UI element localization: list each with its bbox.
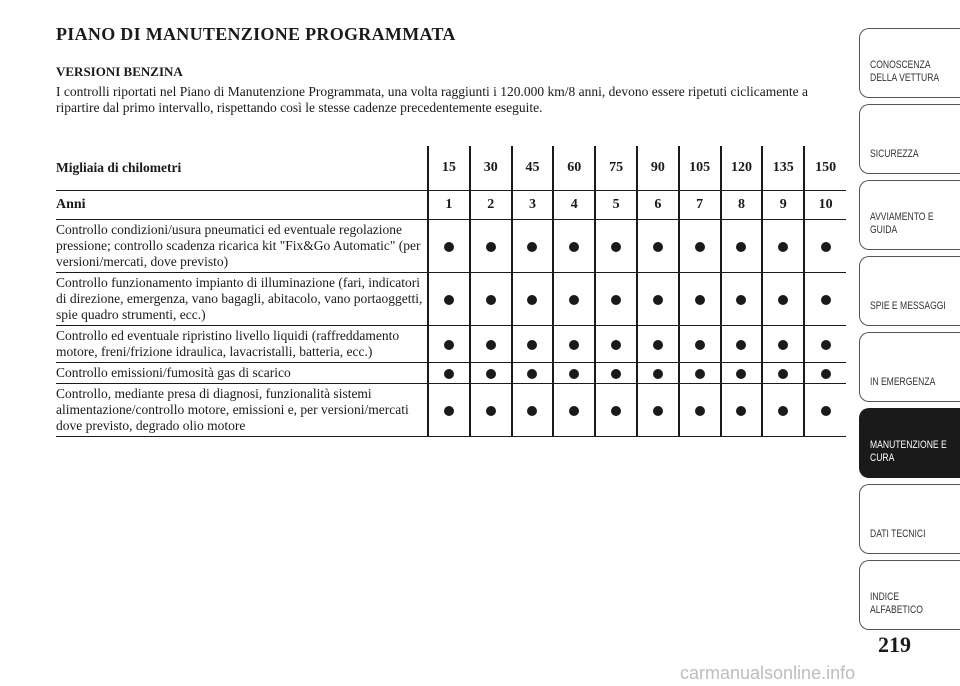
chapter-tab[interactable] <box>859 104 960 174</box>
km-label: Migliaia di chilometri <box>56 146 428 191</box>
check-description: Controllo ed eventuale ripristino livello liquidi (raffreddamento motore, freni/frizione idraulica, lavacristalli, batteria, ecc.) <box>56 326 428 363</box>
chapter-tab[interactable] <box>859 408 960 478</box>
bullet-icon <box>611 369 621 379</box>
interval-cell <box>637 363 679 384</box>
interval-cell <box>637 326 679 363</box>
chapter-tab[interactable] <box>859 560 960 630</box>
interval-cell <box>470 220 512 273</box>
bullet-icon <box>444 406 454 416</box>
interval-cell <box>804 326 846 363</box>
bullet-icon <box>821 242 831 252</box>
bullet-icon <box>821 295 831 305</box>
chapter-tab-label: INDICE ALFABETICO <box>870 591 923 616</box>
km-header-cell: 45 <box>512 146 554 191</box>
intro-paragraph: I controlli riportati nel Piano di Manutenzione Programmata, una volta raggiunti i 120.000 km/8 anni, devono essere ripetuti ciclicamente a ripartire dal primo intervallo, rispettando così le stesse cadenze precedentemente eseguite. <box>56 84 809 115</box>
interval-cell <box>679 220 721 273</box>
interval-cell <box>553 326 595 363</box>
bullet-icon <box>569 406 579 416</box>
years-row <box>56 191 846 220</box>
interval-cell <box>762 326 804 363</box>
interval-cell <box>428 220 470 273</box>
interval-cell <box>595 326 637 363</box>
interval-cell <box>637 220 679 273</box>
bullet-icon <box>486 406 496 416</box>
km-header-cell: 105 <box>679 146 721 191</box>
km-header-cell: 120 <box>721 146 763 191</box>
chapter-tab-label: AVVIAMENTO E GUIDA <box>870 211 934 236</box>
interval-cell <box>553 384 595 437</box>
km-header-row <box>56 146 846 191</box>
interval-cell <box>804 363 846 384</box>
interval-cell <box>721 384 763 437</box>
check-description: Controllo, mediante presa di diagnosi, funzionalità sistemi alimentazione/controllo motore, emissioni e, per versioni/mercati dove previsto, degrado olio motore <box>56 384 428 437</box>
bullet-icon <box>695 369 705 379</box>
bullet-icon <box>695 295 705 305</box>
interval-cell <box>553 273 595 326</box>
km-header-cell: 15 <box>428 146 470 191</box>
bullet-icon <box>611 340 621 350</box>
interval-cell <box>595 384 637 437</box>
year-cell: 9 <box>762 191 804 220</box>
bullet-icon <box>821 406 831 416</box>
interval-cell <box>804 384 846 437</box>
km-header-cell: 135 <box>762 146 804 191</box>
interval-cell <box>553 363 595 384</box>
interval-cell <box>679 326 721 363</box>
bullet-icon <box>778 340 788 350</box>
year-cell: 10 <box>804 191 846 220</box>
bullet-icon <box>486 340 496 350</box>
bullet-icon <box>736 340 746 350</box>
bullet-icon <box>444 369 454 379</box>
interval-cell <box>512 363 554 384</box>
bullet-icon <box>778 242 788 252</box>
bullet-icon <box>611 406 621 416</box>
bullet-icon <box>821 369 831 379</box>
check-description: Controllo condizioni/usura pneumatici ed eventuale regolazione pressione; controllo scadenza ricarica kit "Fix&Go Automatic" (per versioni/mercati, dove previsto) <box>56 220 428 273</box>
interval-cell <box>637 273 679 326</box>
interval-cell <box>595 363 637 384</box>
bullet-icon <box>611 295 621 305</box>
chapter-tab[interactable] <box>859 256 960 326</box>
chapter-tab-label: MANUTENZIONE E CURA <box>870 439 947 464</box>
interval-cell <box>721 220 763 273</box>
page-number: 219 <box>878 632 911 657</box>
interval-cell <box>470 363 512 384</box>
bullet-icon <box>486 295 496 305</box>
km-header-cell: 90 <box>637 146 679 191</box>
bullet-icon <box>486 369 496 379</box>
interval-cell <box>595 220 637 273</box>
bullet-icon <box>569 242 579 252</box>
interval-cell <box>470 384 512 437</box>
bullet-icon <box>695 406 705 416</box>
chapter-tab-label: IN EMERGENZA <box>870 376 936 388</box>
chapter-tab-label: DATI TECNICI <box>870 528 926 540</box>
bullet-icon <box>569 295 579 305</box>
years-label: Anni <box>56 191 428 220</box>
interval-cell <box>762 220 804 273</box>
page-title: PIANO DI MANUTENZIONE PROGRAMMATA <box>56 24 456 44</box>
interval-cell <box>470 273 512 326</box>
watermark: carmanualsonline.info <box>680 663 856 683</box>
year-cell: 7 <box>679 191 721 220</box>
bullet-icon <box>444 295 454 305</box>
bullet-icon <box>527 406 537 416</box>
bullet-icon <box>653 406 663 416</box>
bullet-icon <box>527 369 537 379</box>
interval-cell <box>762 363 804 384</box>
table-row <box>56 273 846 326</box>
bullet-icon <box>527 242 537 252</box>
chapter-tab[interactable] <box>859 180 960 250</box>
table-row <box>56 384 846 437</box>
interval-cell <box>762 384 804 437</box>
table-row <box>56 363 846 384</box>
year-cell: 8 <box>721 191 763 220</box>
bullet-icon <box>695 242 705 252</box>
interval-cell <box>679 363 721 384</box>
chapter-tab[interactable] <box>859 484 960 554</box>
interval-cell <box>428 326 470 363</box>
bullet-icon <box>736 295 746 305</box>
bullet-icon <box>444 340 454 350</box>
interval-cell <box>428 384 470 437</box>
bullet-icon <box>527 340 537 350</box>
bullet-icon <box>611 242 621 252</box>
check-description: Controllo funzionamento impianto di illuminazione (fari, indicatori di direzione, emergenza, vano bagagli, abitacolo, vano portaoggetti, spie quadro strumenti, ecc.) <box>56 273 428 326</box>
km-header-cell: 30 <box>470 146 512 191</box>
interval-cell <box>428 273 470 326</box>
bullet-icon <box>486 242 496 252</box>
year-cell: 6 <box>637 191 679 220</box>
check-description: Controllo emissioni/fumosità gas di scarico <box>56 363 428 384</box>
maintenance-table <box>56 146 846 437</box>
interval-cell <box>470 326 512 363</box>
bullet-icon <box>653 242 663 252</box>
interval-cell <box>512 384 554 437</box>
km-header-cell: 150 <box>804 146 846 191</box>
interval-cell <box>721 273 763 326</box>
interval-cell <box>553 220 595 273</box>
chapter-tab[interactable] <box>859 28 960 98</box>
bullet-icon <box>527 295 537 305</box>
bullet-icon <box>444 242 454 252</box>
interval-cell <box>428 363 470 384</box>
interval-cell <box>595 273 637 326</box>
bullet-icon <box>736 369 746 379</box>
bullet-icon <box>653 340 663 350</box>
bullet-icon <box>569 369 579 379</box>
interval-cell <box>679 384 721 437</box>
bullet-icon <box>695 340 705 350</box>
interval-cell <box>762 273 804 326</box>
bullet-icon <box>778 369 788 379</box>
bullet-icon <box>736 242 746 252</box>
chapter-tabs <box>859 28 960 636</box>
interval-cell <box>512 273 554 326</box>
interval-cell <box>512 326 554 363</box>
table-row <box>56 220 846 273</box>
bullet-icon <box>653 369 663 379</box>
chapter-tab-label: CONOSCENZA DELLA VETTURA <box>870 59 940 84</box>
bullet-icon <box>653 295 663 305</box>
bullet-icon <box>778 406 788 416</box>
interval-cell <box>637 384 679 437</box>
bullet-icon <box>778 295 788 305</box>
interval-cell <box>721 363 763 384</box>
year-cell: 2 <box>470 191 512 220</box>
year-cell: 5 <box>595 191 637 220</box>
table-row <box>56 326 846 363</box>
interval-cell <box>804 273 846 326</box>
bullet-icon <box>821 340 831 350</box>
km-header-cell: 60 <box>553 146 595 191</box>
interval-cell <box>679 273 721 326</box>
section-subtitle: VERSIONI BENZINA <box>56 64 183 79</box>
year-cell: 4 <box>553 191 595 220</box>
interval-cell <box>721 326 763 363</box>
interval-cell <box>512 220 554 273</box>
bullet-icon <box>569 340 579 350</box>
interval-cell <box>804 220 846 273</box>
year-cell: 3 <box>512 191 554 220</box>
chapter-tab[interactable] <box>859 332 960 402</box>
km-header-cell: 75 <box>595 146 637 191</box>
chapter-tab-label: SICUREZZA <box>870 148 919 160</box>
chapter-tab-label: SPIE E MESSAGGI <box>870 300 946 312</box>
bullet-icon <box>736 406 746 416</box>
year-cell: 1 <box>428 191 470 220</box>
